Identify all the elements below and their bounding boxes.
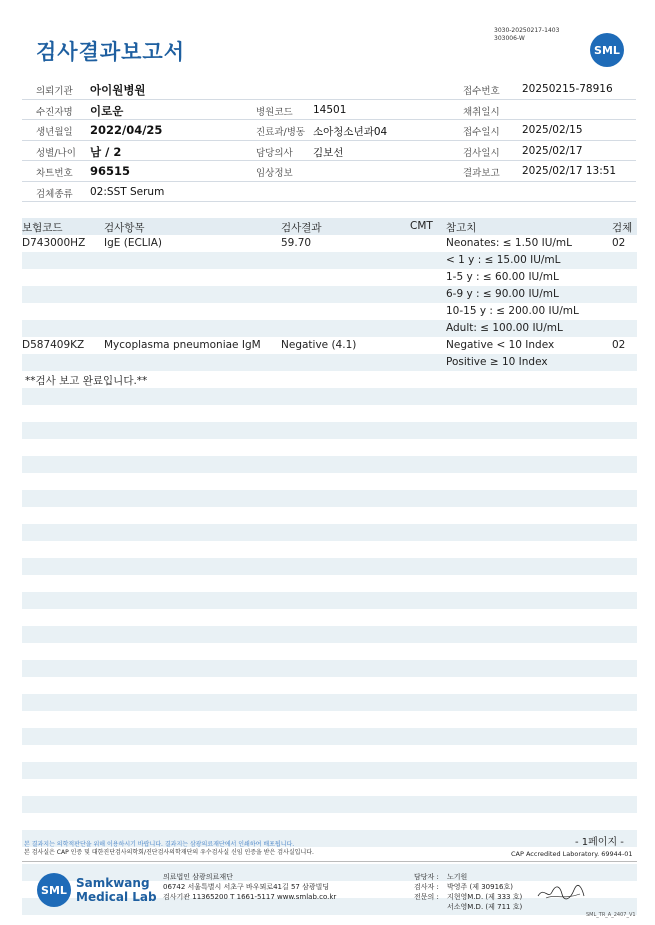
report-complete-row — [22, 371, 637, 388]
label-hospital-code: 병원코드 — [256, 106, 293, 118]
label-requesting-institution: 의뢰기관 — [36, 86, 73, 97]
staff-name: 노기원 — [447, 873, 468, 881]
empty-row — [22, 405, 637, 422]
label-department: 진료과/병동 — [256, 127, 306, 138]
insurance-code: D743000HZ — [22, 237, 86, 249]
reference-range: Positive ≥ 10 Index — [446, 356, 548, 368]
staff-row — [414, 892, 522, 902]
staff-name: 박영주 (제 30916호) — [447, 883, 513, 891]
department: 소아청소년과04 — [313, 126, 388, 138]
staff-label: 전문의 : — [414, 893, 439, 901]
header-cmt: CMT — [410, 220, 433, 232]
chart-number: 96515 — [90, 164, 131, 178]
document-code-2: 303006-W — [494, 35, 525, 42]
label-test-date: 검사일시 — [463, 147, 500, 159]
header-test-item: 검사항목 — [104, 222, 145, 234]
empty-row — [22, 762, 637, 779]
info-row — [22, 182, 636, 203]
empty-row — [22, 473, 637, 490]
reference-range: Adult: ≤ 100.00 IU/mL — [446, 322, 563, 334]
test-item: Mycoplasma pneumoniae IgM — [104, 339, 261, 351]
lab-contact: 검사기관 11365200 T 1661-5117 www.smlab.co.kr — [163, 893, 337, 901]
patient-info-table — [22, 79, 636, 202]
test-date: 2025/02/17 — [522, 144, 583, 157]
empty-row — [22, 694, 637, 711]
footer-divider — [22, 861, 637, 862]
sml-logo: SML — [590, 33, 624, 67]
empty-row — [22, 677, 637, 694]
empty-row — [22, 796, 637, 813]
empty-row — [22, 728, 637, 745]
patient-name: 이로운 — [90, 103, 124, 118]
empty-row — [22, 745, 637, 762]
empty-row — [22, 643, 637, 660]
info-row — [22, 120, 636, 141]
label-sex-age: 성별/나이 — [36, 147, 76, 159]
table-row — [22, 269, 637, 286]
header-specimen: 검체 — [612, 222, 633, 234]
table-row — [22, 235, 637, 252]
footer-notice-1: 본 결과지는 의학적판단을 위해 이용하시기 바랍니다. 결과지는 삼광의료재단에서 인쇄하여 배포됩니다. — [24, 841, 295, 848]
accession-number: 20250215-78916 — [522, 83, 613, 95]
empty-row — [22, 592, 637, 609]
label-clinical-info: 임상정보 — [256, 168, 293, 179]
staff-row — [414, 872, 522, 882]
label-specimen-type: 검체종류 — [36, 188, 73, 200]
specimen-code: 02 — [612, 339, 626, 351]
staff-row — [414, 902, 522, 912]
footer-notice-2: 본 검사실은 CAP 인증 및 대한진단검사의학회/진단검사의학재단의 우수검사실 신임 인증을 받은 검사실입니다. — [24, 849, 314, 856]
lab-address-block — [163, 872, 336, 902]
empty-row — [22, 422, 637, 439]
requesting-institution: 아이원병원 — [90, 83, 146, 97]
empty-row — [22, 439, 637, 456]
table-row — [22, 286, 637, 303]
label-collection-date: 채취일시 — [463, 106, 500, 118]
label-received-date: 접수일시 — [463, 127, 500, 138]
staff-label: 담당자 : — [414, 873, 439, 881]
report-title: 검사결과보고서 — [36, 40, 186, 64]
info-row — [22, 161, 636, 182]
empty-row — [22, 779, 637, 796]
label-attending-doctor: 담당의사 — [256, 147, 293, 159]
empty-row — [22, 711, 637, 728]
staff-label — [414, 902, 447, 912]
table-row — [22, 354, 637, 371]
report-date: 2025/02/17 13:51 — [522, 165, 617, 177]
label-report-date: 결과보고 — [463, 168, 500, 179]
empty-row — [22, 813, 637, 830]
empty-row — [22, 626, 637, 643]
staff-row — [414, 882, 522, 892]
reference-range: < 1 y : ≤ 15.00 IU/mL — [446, 254, 561, 266]
table-row — [22, 337, 637, 354]
test-item: IgE (ECLIA) — [104, 237, 163, 249]
info-row — [22, 141, 636, 162]
test-result: Negative (4.1) — [281, 339, 357, 351]
table-row — [22, 252, 637, 269]
birth-date: 2022/04/25 — [90, 123, 163, 137]
empty-row — [22, 575, 637, 592]
staff-name: 서소영M.D. (제 711 호) — [447, 903, 523, 911]
specimen-type: 02:SST Serum — [90, 185, 165, 198]
label-birth-date: 생년월일 — [36, 127, 73, 138]
info-row — [22, 79, 636, 100]
attending-doctor: 김보선 — [313, 146, 344, 159]
signature-icon — [536, 882, 586, 904]
lab-brand-name — [76, 876, 157, 904]
results-table — [22, 218, 637, 925]
reference-range: 1-5 y : ≤ 60.00 IU/mL — [446, 271, 559, 283]
cap-accreditation: CAP Accredited Laboratory. 69944-01 — [511, 850, 633, 858]
empty-row — [22, 524, 637, 541]
reference-range: Neonates: ≤ 1.50 IU/mL — [446, 237, 572, 249]
empty-row — [22, 660, 637, 677]
received-date: 2025/02/15 — [522, 124, 583, 136]
brand-line-1: Samkwang — [76, 876, 150, 890]
empty-row — [22, 388, 637, 405]
sex-age: 남 / 2 — [90, 144, 122, 159]
report-complete-note: **검사 보고 완료입니다.** — [25, 375, 148, 387]
staff-label: 검사자 : — [414, 883, 439, 891]
brand-line-2: Medical Lab — [76, 890, 157, 904]
lab-organization: 의료법인 삼광의료재단 — [163, 873, 233, 881]
specimen-code: 02 — [612, 237, 626, 249]
header-insurance-code: 보험코드 — [22, 222, 63, 234]
empty-row — [22, 915, 637, 925]
document-code-1: 3030-20250217-1403 — [494, 27, 560, 34]
reference-range: 10-15 y : ≤ 200.00 IU/mL — [446, 305, 579, 317]
hospital-code: 14501 — [313, 103, 347, 116]
reference-range: 6-9 y : ≤ 90.00 IU/mL — [446, 288, 559, 300]
footer-notices — [24, 841, 314, 857]
reference-range: Negative < 10 Index — [446, 339, 555, 351]
info-row — [22, 100, 636, 121]
empty-row — [22, 558, 637, 575]
results-header-row — [22, 218, 637, 235]
staff-name: 지현영M.D. (제 333 호) — [447, 893, 523, 901]
empty-row — [22, 490, 637, 507]
empty-row — [22, 507, 637, 524]
table-row — [22, 320, 637, 337]
header-test-result: 검사결과 — [281, 222, 322, 234]
insurance-code: D587409KZ — [22, 339, 85, 351]
staff-block — [414, 872, 522, 912]
table-row — [22, 303, 637, 320]
document-codes — [494, 27, 559, 43]
label-chart-number: 차트번호 — [36, 168, 73, 179]
empty-row — [22, 609, 637, 626]
empty-row — [22, 541, 637, 558]
header-reference-range: 참고치 — [446, 222, 477, 234]
empty-row — [22, 456, 637, 473]
sml-footer-logo: SML — [37, 873, 71, 907]
label-accession-number: 접수번호 — [463, 86, 500, 97]
form-version: SML_TR_A_2407_V1 — [586, 912, 636, 918]
page-number: - 1페이지 - — [575, 837, 624, 848]
lab-address: 06742 서울특별시 서초구 바우뫼로41길 57 삼광빌딩 — [163, 883, 330, 891]
test-result: 59.70 — [281, 237, 312, 249]
label-patient-name: 수진자명 — [36, 106, 73, 118]
